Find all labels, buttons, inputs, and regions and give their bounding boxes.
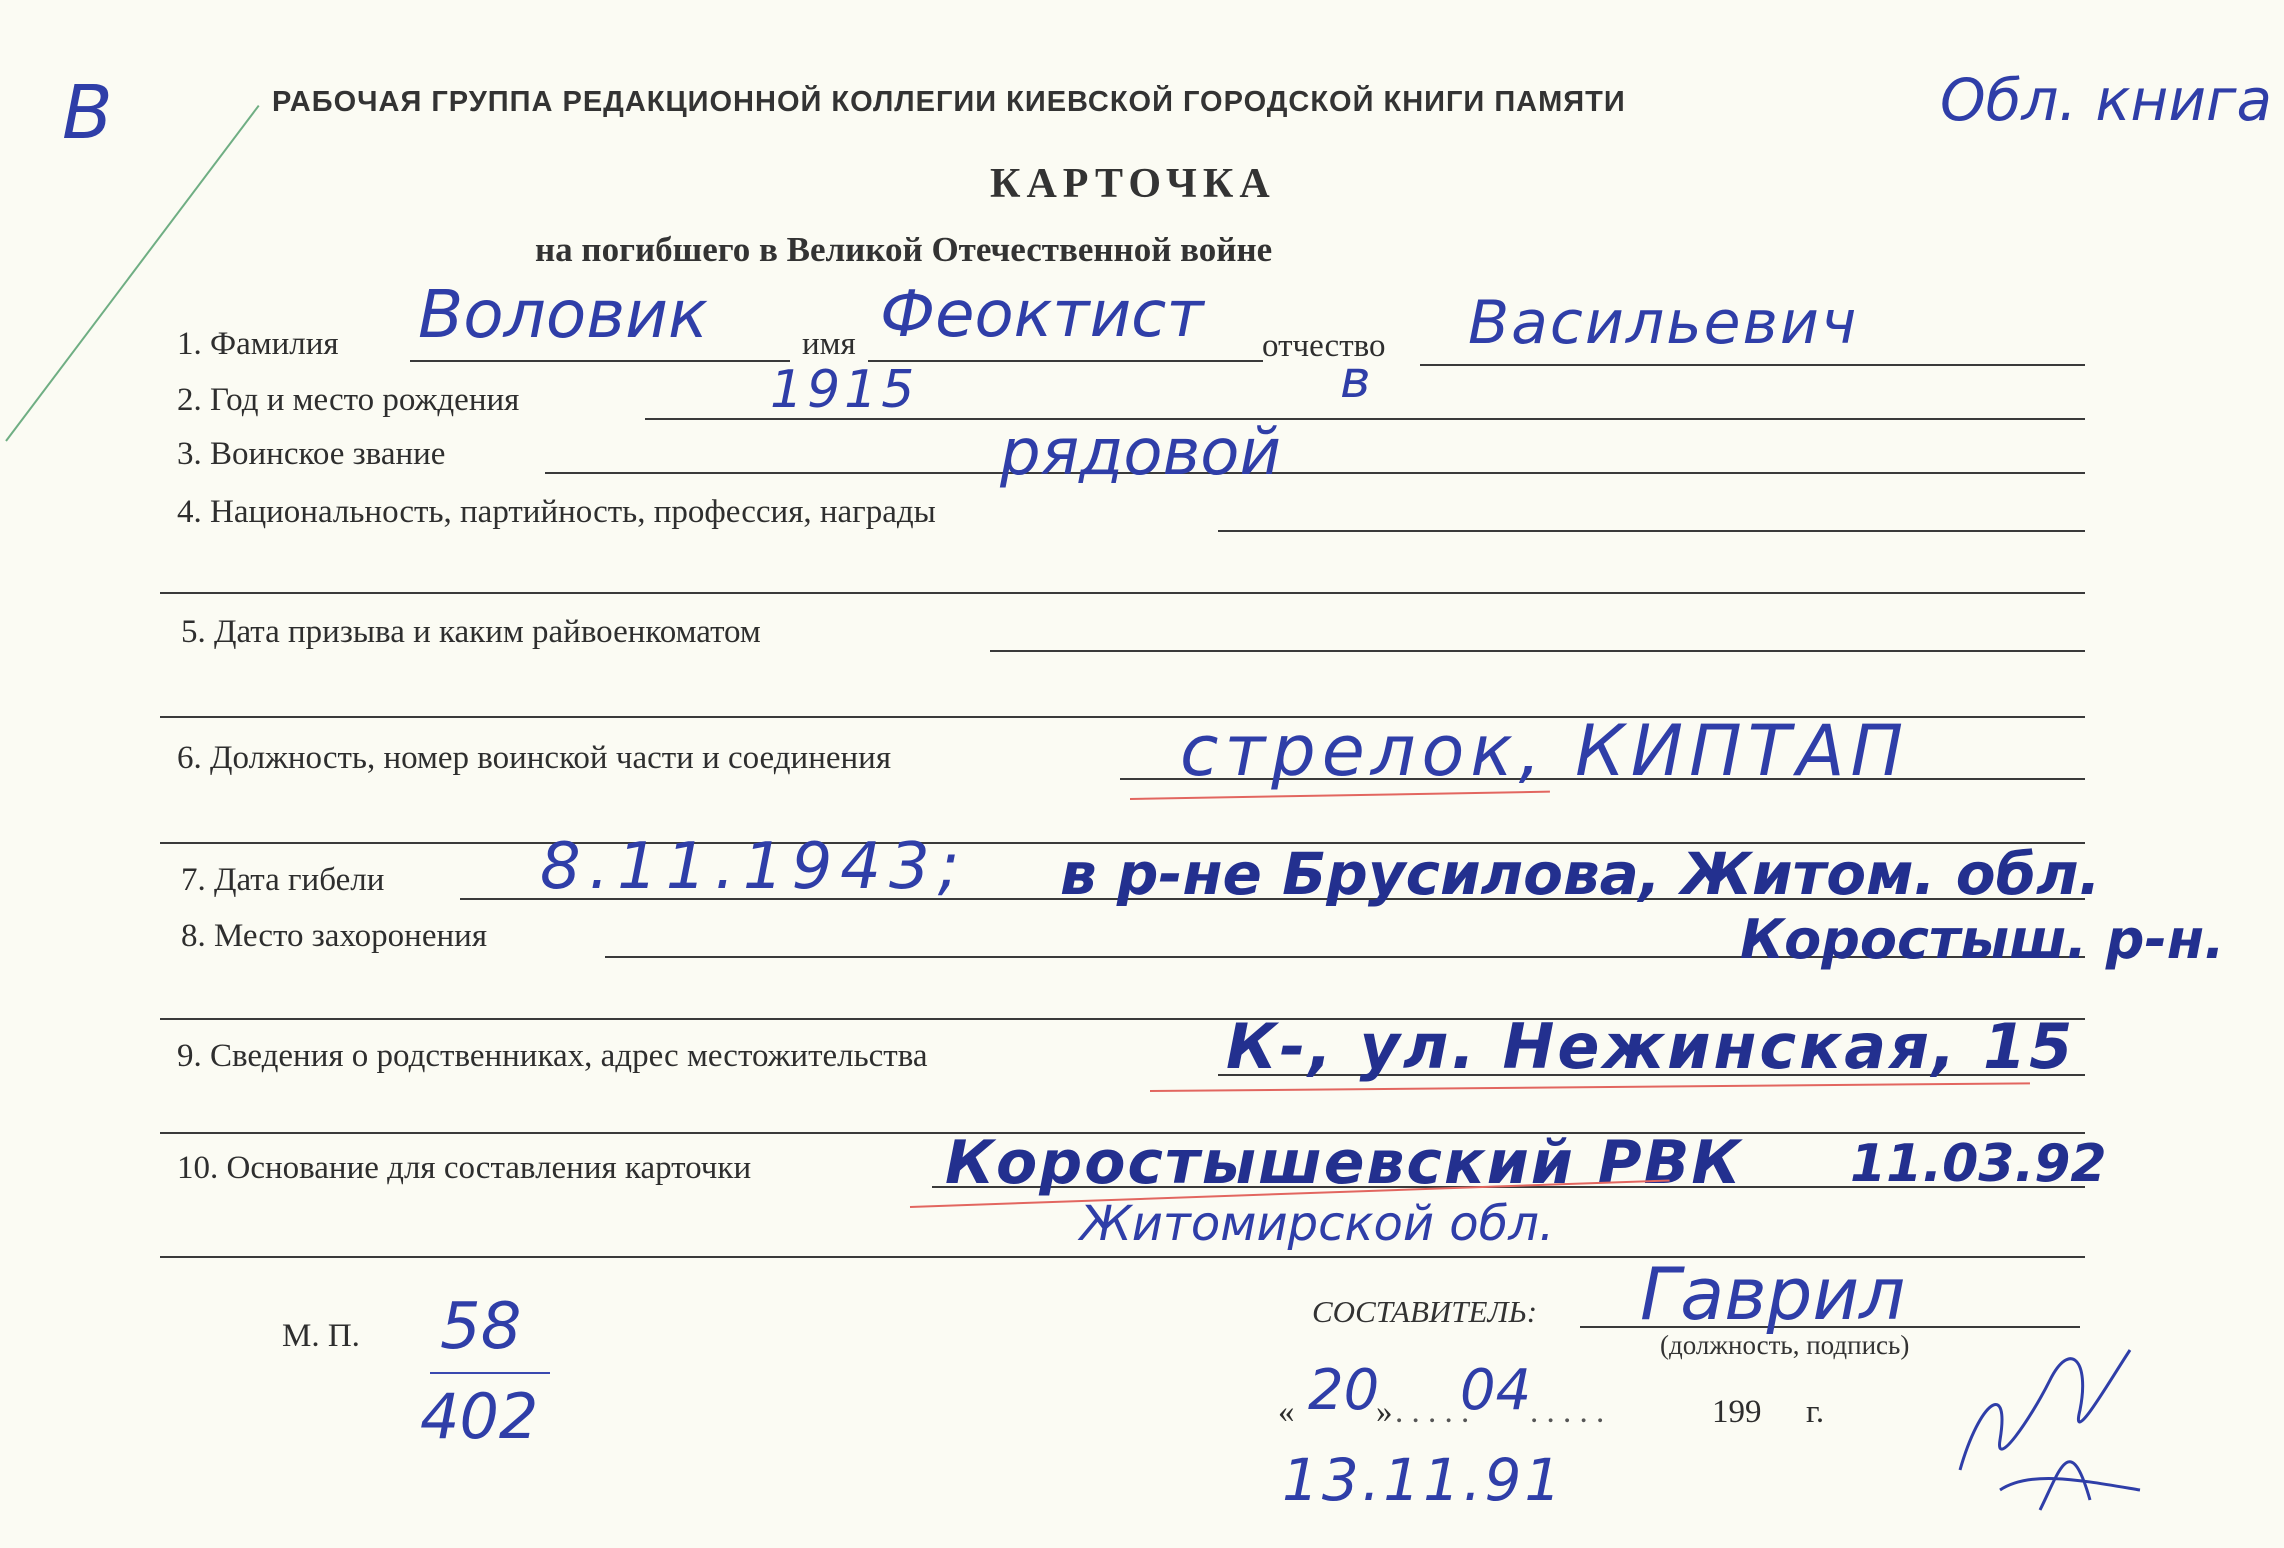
mp-number-top: 58 [440, 1290, 522, 1364]
nationality-line-2 [160, 592, 2085, 594]
compiler-hint: (должность, подпись) [1660, 1330, 1910, 1360]
date-day: 20 [1308, 1358, 1380, 1423]
basis-value-2: Житомирской обл. [1080, 1196, 1555, 1252]
date-dots-2: . . . . . [1530, 1394, 1605, 1430]
death-place-value-2: Коростыш. р-н. [1740, 908, 2225, 971]
patronymic-label: отчество [1262, 328, 1386, 364]
basis-value: Коростышевский РВК [945, 1128, 1743, 1198]
burial-label: 8. Место захоронения [181, 918, 487, 954]
basis-date-value: 11.03.92 [1850, 1134, 2107, 1194]
signature-scribble [1940, 1320, 2160, 1520]
death-date-label: 7. Дата гибели [181, 862, 385, 898]
patronymic-value: Васильевич [1468, 288, 1859, 358]
birth-place-mark: в [1340, 350, 1371, 410]
date-open-quote: « [1278, 1394, 1295, 1430]
name-value: Феоктист [880, 278, 1204, 352]
date-year: 199 [1712, 1394, 1762, 1430]
corner-mark: В [62, 70, 113, 156]
position-label: 6. Должность, номер воинской части и соединения [177, 740, 891, 776]
card-subtitle: на погибшего в Великой Отечественной войне [535, 230, 1273, 269]
red-underline-position [1130, 791, 1550, 800]
date-suffix: г. [1806, 1394, 1825, 1430]
mp-fraction-bar [430, 1372, 550, 1374]
patronymic-line [1420, 364, 2085, 366]
rank-value: рядовой [1000, 416, 1281, 490]
date-dots-1: . . . . . [1395, 1394, 1470, 1430]
date-close-quote: » [1376, 1394, 1393, 1430]
basis-label: 10. Основание для составления карточки [177, 1150, 752, 1186]
nationality-line [1218, 530, 2085, 532]
surname-label: 1. Фамилия [177, 326, 339, 362]
relatives-value: К-, ул. Нежинская, 15 [1226, 1010, 2076, 1083]
top-right-note: Обл. книга [1940, 66, 2273, 134]
organization-header: РАБОЧАЯ ГРУППА РЕДАКЦИОННОЙ КОЛЛЕГИИ КИЕВСКОЙ ГОРОДСКОЙ КНИГИ ПАМЯТИ [272, 86, 1626, 118]
red-underline-relatives [1150, 1082, 2030, 1092]
name-label: имя [802, 326, 856, 362]
nationality-label: 4. Национальность, партийность, профессия, награды [177, 494, 936, 530]
surname-line [410, 360, 790, 362]
relatives-label: 9. Сведения о родственниках, адрес местожительства [177, 1038, 928, 1074]
name-line [868, 360, 1263, 362]
mp-label: М. П. [282, 1318, 360, 1354]
death-place-value: в р-не Брусилова, Житом. обл. [1060, 840, 2101, 908]
date-month: 04 [1460, 1358, 1532, 1423]
birth-label: 2. Год и место рождения [177, 382, 520, 418]
compiler-signature: Гаврил [1640, 1252, 1906, 1336]
mp-number-bottom: 402 [420, 1380, 539, 1453]
position-value: стрелок, КИПТАП [1180, 710, 1910, 792]
surname-value: Воловик [418, 276, 708, 353]
rank-label: 3. Воинское звание [177, 436, 446, 472]
birth-year-value: 1915 [770, 360, 919, 420]
rank-line [545, 472, 2085, 474]
card-title: КАРТОЧКА [990, 161, 1276, 207]
conscription-line [990, 650, 2085, 652]
conscription-label: 5. Дата призыва и каким райвоенкоматом [181, 614, 761, 650]
date-bottom-value: 13.11.91 [1282, 1446, 1565, 1514]
death-date-value: 8.11.1943; [540, 830, 968, 904]
compiler-label: СОСТАВИТЕЛЬ: [1312, 1294, 1538, 1329]
